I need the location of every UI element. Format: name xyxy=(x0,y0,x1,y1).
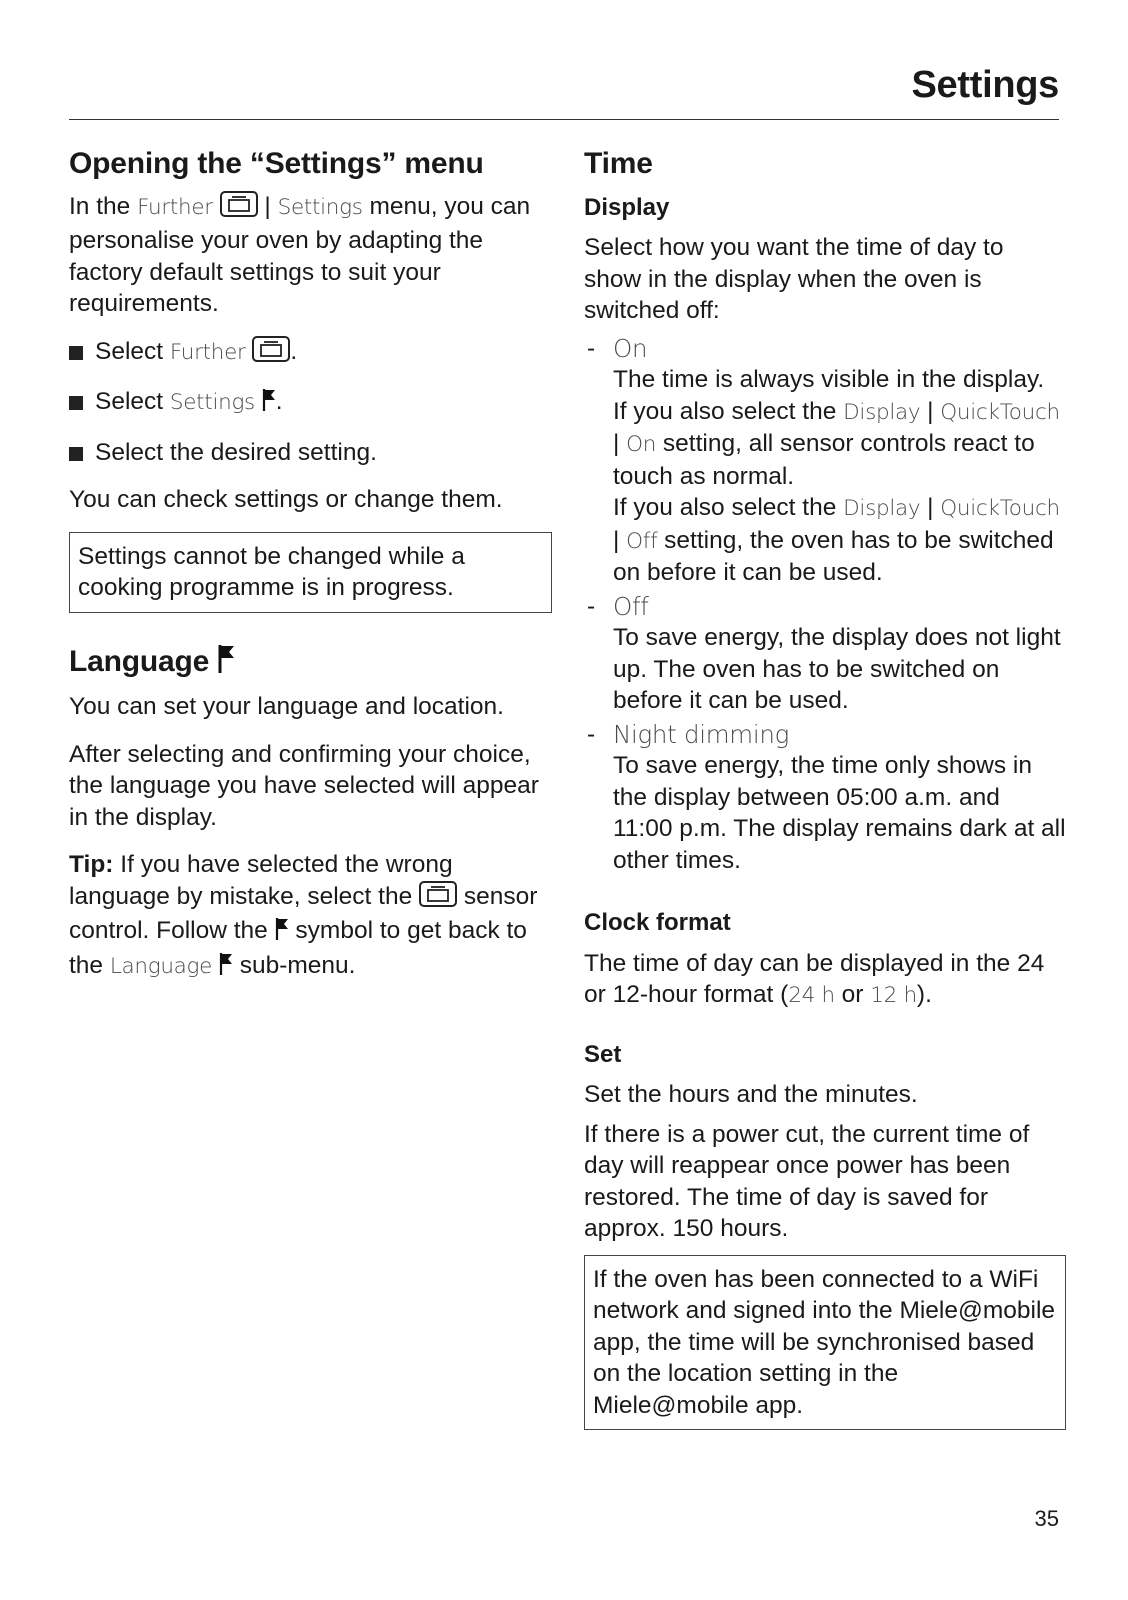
clock-format-section xyxy=(584,906,1066,1012)
list-item: Select the desired setting. xyxy=(69,437,552,469)
language-section xyxy=(69,643,552,985)
header-divider xyxy=(69,119,1059,120)
left-column xyxy=(69,145,552,1000)
list-item: - On The time is always visible in the display. If you also select the Display | QuickTouch | On setting, all sensor controls react to touch as normal. If you also select the Display | QuickTouch | Off setting, the oven has to be switched on before it can be used. xyxy=(584,333,1066,589)
power-cut-text: If there is a power cut, the current time of day will reappear once power has been restored. The time of day is saved for approx. 150 hours. xyxy=(584,1120,1030,1243)
flag-icon xyxy=(262,388,276,421)
opening-settings-heading: Opening the “Settings” menu xyxy=(69,147,484,180)
list-item: Select Further . xyxy=(69,336,552,371)
check-settings-text: You can check settings or change them. xyxy=(69,486,503,513)
display-section xyxy=(584,191,1066,877)
further-sensor-icon xyxy=(252,336,290,371)
further-sensor-icon xyxy=(419,881,457,916)
list-item: Select Settings . xyxy=(69,386,552,421)
wifi-note-box: If the oven has been connected to a WiFi network and signed into the Miele@mobile app, the time will be synchronised based on the location setting in the Miele@mobile app. xyxy=(584,1255,1066,1431)
opening-intro: In the Further | Settings menu, you can personalise your oven by adapting the factory default settings to suit your requirements. xyxy=(69,192,531,317)
further-sensor-icon xyxy=(220,191,258,226)
set-section xyxy=(584,1038,1066,1431)
page-title: Settings xyxy=(911,64,1059,106)
clock-format-heading: Clock format xyxy=(584,909,731,937)
option-night-dimming-label: - Night dimming xyxy=(613,719,789,749)
flag-icon xyxy=(219,952,233,985)
display-options-list xyxy=(584,333,1066,877)
list-item: - Off To save energy, the display does not light up. The oven has to be switched on before it can be used. xyxy=(584,591,1066,717)
option-off-label: - Off xyxy=(613,591,649,621)
set-text: Set the hours and the minutes. xyxy=(584,1081,918,1109)
right-column xyxy=(584,145,1066,1450)
display-text-further: Further xyxy=(137,194,213,220)
language-after-selecting: After selecting and confirming your choice, the language you have selected will appear in the display. xyxy=(69,740,539,831)
set-heading: Set xyxy=(584,1040,622,1068)
language-intro: You can set your language and location. xyxy=(69,693,504,720)
display-text-settings: Settings xyxy=(277,194,363,220)
display-intro: Select how you want the time of day to show in the display when the oven is switched off: xyxy=(584,234,1004,325)
option-on-label: - On xyxy=(613,333,648,363)
flag-icon xyxy=(275,917,289,950)
language-tip: Tip: If you have selected the wrong language by mistake, select the sensor control. Follow the symbol to get back to the Language sub-menu. xyxy=(69,849,552,984)
list-item: - Night dimming To save energy, the time only shows in the display between 05:00 a.m. and 11:00 p.m. The display remains dark at all other times. xyxy=(584,719,1066,877)
time-heading: Time xyxy=(584,147,653,180)
display-heading: Display xyxy=(584,193,670,221)
display-text-language: Language xyxy=(109,953,213,979)
page-number: 35 xyxy=(1034,1506,1059,1531)
language-heading: Language xyxy=(69,643,552,684)
clock-format-text: The time of day can be displayed in the 24 or 12-hour format (24 h or 12 h). xyxy=(584,949,1045,1009)
opening-settings-section xyxy=(69,145,552,613)
flag-icon xyxy=(217,644,235,684)
settings-note-box: Settings cannot be changed while a cooking programme is in progress. xyxy=(69,532,552,613)
steps-list xyxy=(69,336,552,469)
